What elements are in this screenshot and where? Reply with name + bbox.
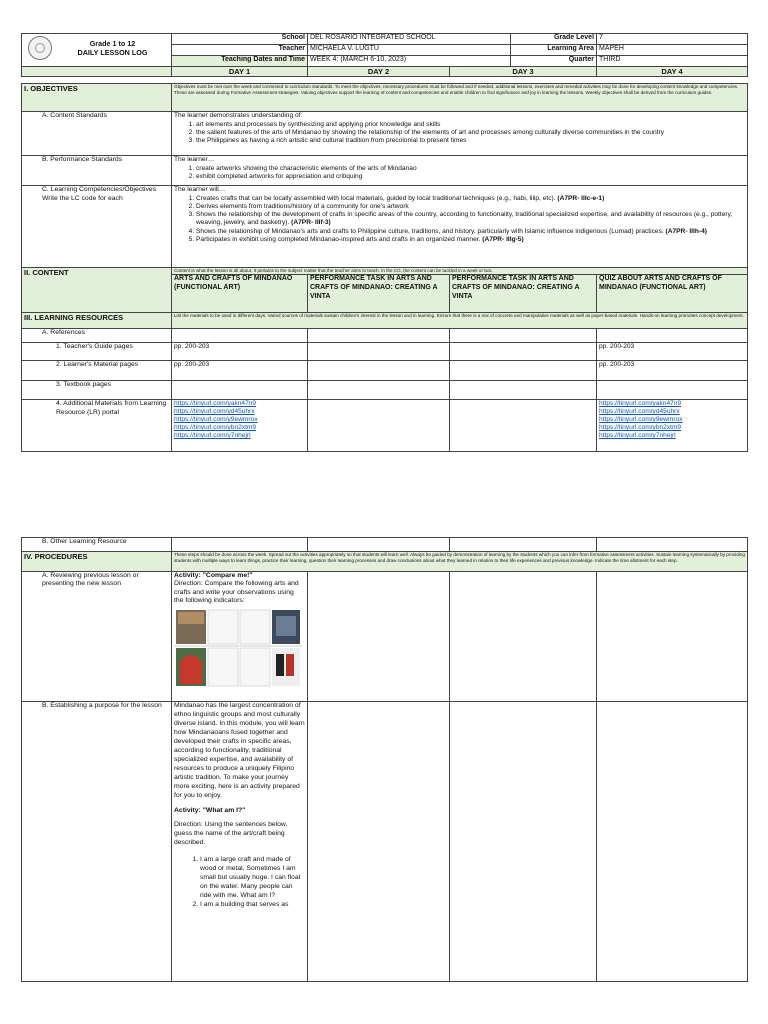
resource-link[interactable]: https://tinyurl.com/ybn2xtm9 <box>174 424 257 432</box>
teachers-guide-label: 1. Teacher's Guide pages <box>22 343 172 361</box>
list-item: 2. exhibit completed artworks for appreciation and critiquing <box>196 173 745 181</box>
learning-competencies-intro: The learner will… <box>174 186 226 194</box>
review-lesson-day-1 <box>172 572 308 702</box>
content-standards-cell <box>172 112 748 156</box>
review-direction: Direction: Compare the following arts and crafts and write your observations using the following indicators: <box>174 580 299 605</box>
purpose-activity-title: Activity: "What am I?" <box>174 806 246 814</box>
content-standards-label: A. Content Standards <box>22 112 172 156</box>
content-note: Content is what the lesson is all about. It pertains to the subject matter that the teacher aims to teach. In the CG, the content can be tackled in a week or two. <box>172 268 748 275</box>
procedures-title: IV. PROCEDURES <box>22 552 172 572</box>
learning-area-label: Learning Area <box>511 45 597 56</box>
quarter-label: Quarter <box>511 56 597 67</box>
review-lesson-label: A. Reviewing previous lesson or presenting the new lesson <box>22 572 172 702</box>
day-1-header: DAY 1 <box>172 67 308 77</box>
teachers-guide-day-1: pp. 200-203 <box>172 343 308 361</box>
learning-competencies-cell <box>172 186 748 268</box>
riddle-list <box>174 856 305 910</box>
grade-range: Grade 1 to 12 <box>89 39 136 48</box>
teacher-label: Teacher <box>172 45 308 56</box>
list-item: 2. I am a building that serves as <box>200 901 305 910</box>
performance-standards-intro: The learner… <box>174 156 215 164</box>
school-value: DEL ROSARIO INTEGRATED SCHOOL <box>308 34 511 45</box>
page-one <box>21 33 747 452</box>
grade-level-value: 7 <box>597 34 748 45</box>
list-item: 4. Shows the relationship of Mindanao's arts and crafts to Philippine culture, traditions, and history, particularly with Islamic influence indigenous (Lumad) practices. (A7PR- IIIh-4) <box>196 228 745 236</box>
list-item: 1. art elements and processes by synthesizing and applying prior knowledge and skills <box>196 121 745 129</box>
purpose-label: B. Establishing a purpose for the lesson <box>22 702 172 982</box>
resource-link[interactable]: https://tinyurl.com/y9ewmrox <box>599 416 683 424</box>
day-2-header: DAY 2 <box>308 67 450 77</box>
resource-link[interactable]: https://tinyurl.com/y9ewmrox <box>174 416 258 424</box>
day-4-header: DAY 4 <box>597 67 748 77</box>
performance-standards-cell <box>172 156 748 186</box>
other-resource-label: B. Other Learning Resource <box>22 538 172 552</box>
resource-link[interactable]: https://tinyurl.com/yd45uhrx <box>599 408 680 416</box>
performance-standards-list <box>174 165 745 181</box>
spacer-row <box>22 77 748 84</box>
day-3-header: DAY 3 <box>450 67 597 77</box>
list-item: 2. the salient features of the arts of Mindanao by showing the relationship of the elements of art and processes among culturally diverse communities in the country <box>196 129 745 137</box>
content-standards-intro: The learner demonstrates understanding of: <box>174 112 303 120</box>
lesson-log-table-page-1 <box>21 33 748 452</box>
resource-link[interactable]: https://tinyurl.com/y7nhejrl <box>174 432 251 439</box>
dates-value: WEEK 4: (MARCH 6-10, 2023) <box>308 56 511 67</box>
learning-competencies-label: C. Learning Competencies/Objectives Write the LC code for each <box>22 186 172 268</box>
objectives-title: I. OBJECTIVES <box>22 84 172 112</box>
teacher-value: MICHAELA V. LUGTU <box>308 45 511 56</box>
log-title: DAILY LESSON LOG <box>77 48 148 57</box>
learning-competencies-list <box>174 195 745 244</box>
teachers-guide-day-4: pp. 200-203 <box>597 343 748 361</box>
list-item: 1. I am a large craft and made of wood or metal, Sometimes I am small but usually huge. I can float on the water. Many people can ride with me. What am I? <box>200 856 305 901</box>
lesson-log-table-page-2 <box>21 537 748 982</box>
grade-level-label: Grade Level <box>511 34 597 45</box>
textbook-label: 3. Textbook pages <box>22 381 172 400</box>
header-logo-cell <box>22 34 172 67</box>
content-day-3: PERFORMANCE TASK IN ARTS AND CRAFTS OF MINDANAO: CREATING A VINTA <box>450 275 597 313</box>
content-title: II. CONTENT <box>22 268 172 313</box>
quarter-value: THIRD <box>597 56 748 67</box>
resource-link[interactable]: https://tinyurl.com/yd45uhrx <box>174 408 255 416</box>
learners-material-label: 2. Learner's Material pages <box>22 361 172 381</box>
purpose-day-1 <box>172 702 308 982</box>
additional-links-day-1 <box>172 400 308 452</box>
content-standards-list <box>174 121 745 146</box>
list-item: 2. Derives elements from traditions/history of a community for one's artwork <box>196 203 745 211</box>
resource-link[interactable]: https://tinyurl.com/yakn47n9 <box>599 400 682 408</box>
content-day-4: QUIZ ABOUT ARTS AND CRAFTS OF MINDANAO (FUNCTIONAL ART) <box>597 275 748 313</box>
learning-resources-note: List the materials to be used in different days. Varied sources of materials sustain children's interest in the lesson and in learning. Ensure that there is a mix of concrete and manipulative materials as well as paper-based materials. Hands-on learning promotes concept development. <box>172 313 748 329</box>
day-header-blank <box>22 67 172 77</box>
school-label: School <box>172 34 308 45</box>
list-item: 3. the Philippines as having a rich artistic and cultural tradition from precolonial to present times <box>196 137 745 145</box>
resource-link[interactable]: https://tinyurl.com/yakn47n9 <box>174 400 257 408</box>
additional-materials-label: 4. Additional Materials from Learning Resource (LR) portal <box>22 400 172 452</box>
additional-links-day-4 <box>597 400 748 452</box>
learning-area-value: MAPEH <box>597 45 748 56</box>
references-label: A. References <box>22 329 172 343</box>
deped-seal-icon <box>28 36 52 60</box>
compare-artworks-image <box>174 606 302 686</box>
performance-standards-label: B. Performance Standards <box>22 156 172 186</box>
page-two <box>21 537 747 982</box>
objectives-note: Objectives must be met over the week and connected to curriculum standards. To meet the objectives, necessary procedures must be followed and if needed, additional lessons, exercises and remedial activities may be done for developing content knowledge and competencies. These are assessed during Formative Assessment strategies. Valuing objectives support the learning of content and competencies and enable children to find significance and joy in learning the lessons. Weekly objectives shall be derived from the curriculum guides. <box>172 84 748 112</box>
dates-label: Teaching Dates and Time <box>172 56 308 67</box>
list-item: 5. Participates in exhibit using completed Mindanao-inspired arts and crafts in an organized manner. (A7PR- IIIg-5) <box>196 236 745 244</box>
purpose-direction: Direction: Using the sentences below, guess the name of the art/craft being described. <box>174 821 288 847</box>
learners-material-day-4: pp. 200-203 <box>597 361 748 381</box>
resource-link[interactable]: https://tinyurl.com/y7nhejrl <box>599 432 676 439</box>
resource-link[interactable]: https://tinyurl.com/ybn2xtm9 <box>599 424 682 432</box>
list-item: 1. Creates crafts that can be locally assembled with local materials, guided by local traditional techniques (e.g., habi, lilip, etc). (A7PR- IIIc-e-1) <box>196 195 745 203</box>
review-activity-title: Activity: "Compare me!" <box>174 572 253 579</box>
list-item: 1. create artworks showing the characteristic elements of the arts of Mindanao <box>196 165 745 173</box>
list-item: 3. Shows the relationship of the development of crafts in specific areas of the country, according to functionality, traditional specialized expertise, and availability of resources (e.g., pottery, weaving, jewelry, and basketry). (A7PR- IIIf-3) <box>196 211 745 227</box>
artworks-grid-image <box>174 606 302 690</box>
learning-resources-title: III. LEARNING RESOURCES <box>22 313 172 329</box>
procedures-note: These steps should be done across the week. Spread out the activities appropriately so that students will learn well. Always be guided by demonstration of learning by the students which you can infer from formative assessment activities. Sustain learning systematically by providing students with multiple ways to learn things, practice their learning, question their learning processes and draw conclusions about what they learned in relation to their life experiences and previous knowledge. Indicate the time allotment for each step. <box>172 552 748 572</box>
content-day-1: ARTS AND CRAFTS OF MINDANAO (FUNCTIONAL ART) <box>172 275 308 313</box>
learners-material-day-1: pp. 200-203 <box>172 361 308 381</box>
purpose-text: Mindanao has the largest concentration of ethno linguistic groups and most culturally diverse island. In this module, you will learn how Mindanaoans fused together and developed their crafts in specific areas, according to functionality, traditional specialized expertise, and availability of resources to produce a uniquely Filipino artistic tradition. To make your journey more exciting, here is an activity prepared for you to enjoy. <box>174 702 305 799</box>
content-day-2: PERFORMANCE TASK IN ARTS AND CRAFTS OF MINDANAO: CREATING A VINTA <box>308 275 450 313</box>
